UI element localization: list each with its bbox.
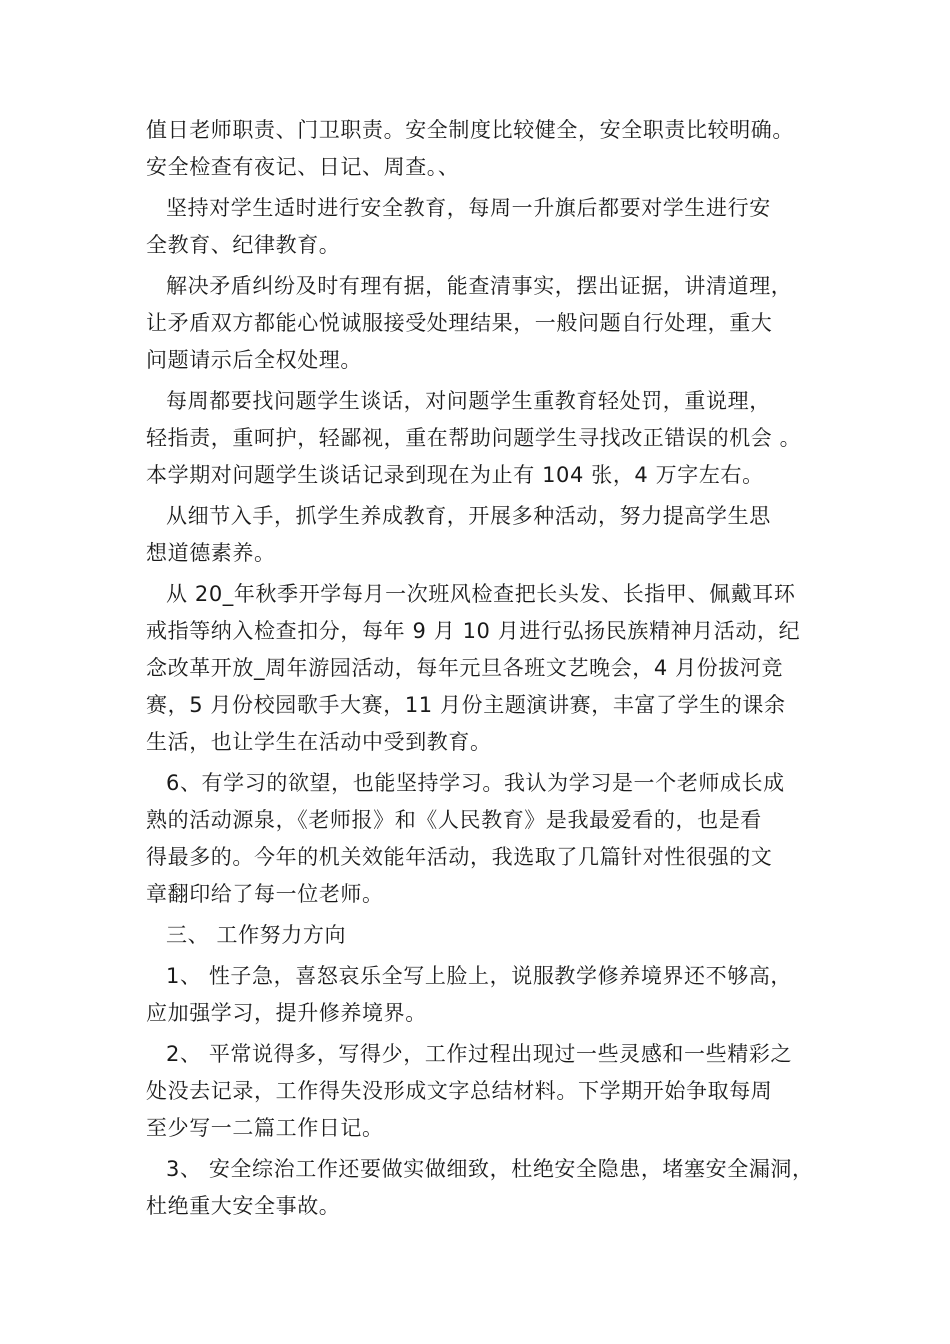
paragraph-1 <box>146 112 816 186</box>
text-line: 熟的活动源泉，《老师报》和《人民教育》是我最爱看的，也是看 <box>146 808 762 832</box>
text-line: 念改革开放_周年游园活动，每年元旦各班文艺晚会，4 月份拔河竞 <box>146 656 784 680</box>
text-line: 杜绝重大安全事故。 <box>146 1194 341 1218</box>
paragraph-item-2 <box>146 1036 816 1147</box>
paragraph-item-3 <box>146 1151 816 1225</box>
text-line: 从细节入手，抓学生养成教育，开展多种活动，努力提高学生思 <box>166 504 771 528</box>
paragraph-5 <box>146 498 816 572</box>
text-line: 戒指等纳入检查扣分，每年 9 月 10 月进行弘扬民族精神月活动，纪 <box>146 619 801 643</box>
paragraph-7 <box>146 765 816 913</box>
text-line: 每周都要找问题学生谈话，对问题学生重教育轻处罚，重说理， <box>166 389 771 413</box>
text-line: 轻指责，重呵护，轻鄙视，重在帮助问题学生寻找改正错误的机会 。 <box>146 426 802 450</box>
text-line: 值日老师职责、门卫职责。安全制度比较健全，安全职责比较明确。 <box>146 118 794 142</box>
text-line: 本学期对问题学生谈话记录到现在为止有 104 张，4 万字左右。 <box>146 463 764 487</box>
text-line: 安全检查有夜记、日记、周查。、 <box>146 155 460 179</box>
text-line: 3、 安全综治工作还要做实做细致，杜绝安全隐患，堵塞安全漏洞， <box>166 1157 814 1181</box>
text-line: 2、 平常说得多，写得少，工作过程出现过一些灵感和一些精彩之 <box>166 1042 793 1066</box>
text-line: 从 20_年秋季开学每月一次班风检查把长头发、长指甲、佩戴耳环 <box>166 582 796 606</box>
text-line: 处没去记录，工作得失没形成文字总结材料。下学期开始争取每周 <box>146 1079 773 1103</box>
text-line: 赛，5 月份校园歌手大赛，11 月份主题演讲赛，丰富了学生的课余 <box>146 693 786 717</box>
paragraph-6 <box>146 576 816 761</box>
document-body <box>146 112 816 1225</box>
text-line: 让矛盾双方都能心悦诚服接受处理结果，一般问题自行处理，重大 <box>146 311 773 335</box>
text-line: 1、 性子急，喜怒哀乐全写上脸上，说服教学修养境界还不够高， <box>166 964 793 988</box>
text-line: 全教育、纪律教育。 <box>146 233 341 257</box>
paragraph-2 <box>146 190 816 264</box>
text-line: 得最多的。今年的机关效能年活动，我选取了几篇针对性很强的文 <box>146 845 773 869</box>
text-line: 6、有学习的欲望，也能坚持学习。我认为学习是一个老师成长成 <box>166 771 785 795</box>
text-line: 生活，也让学生在活动中受到教育。 <box>146 730 492 754</box>
text-line: 至少写一二篇工作日记。 <box>146 1116 384 1140</box>
paragraph-item-1 <box>146 958 816 1032</box>
text-line: 章翻印给了每一位老师。 <box>146 882 384 906</box>
heading-line: 三、 工作努力方向 <box>166 923 347 947</box>
paragraph-3 <box>146 268 816 379</box>
text-line: 问题请示后全权处理。 <box>146 348 362 372</box>
text-line: 解决矛盾纠纷及时有理有据，能查清事实，摆出证据，讲清道理， <box>166 274 793 298</box>
paragraph-4 <box>146 383 816 494</box>
text-line: 应加强学习，提升修养境界。 <box>146 1001 427 1025</box>
text-line: 坚持对学生适时进行安全教育，每周一升旗后都要对学生进行安 <box>166 196 771 220</box>
text-line: 想道德素养。 <box>146 541 276 565</box>
section-heading <box>146 917 816 954</box>
